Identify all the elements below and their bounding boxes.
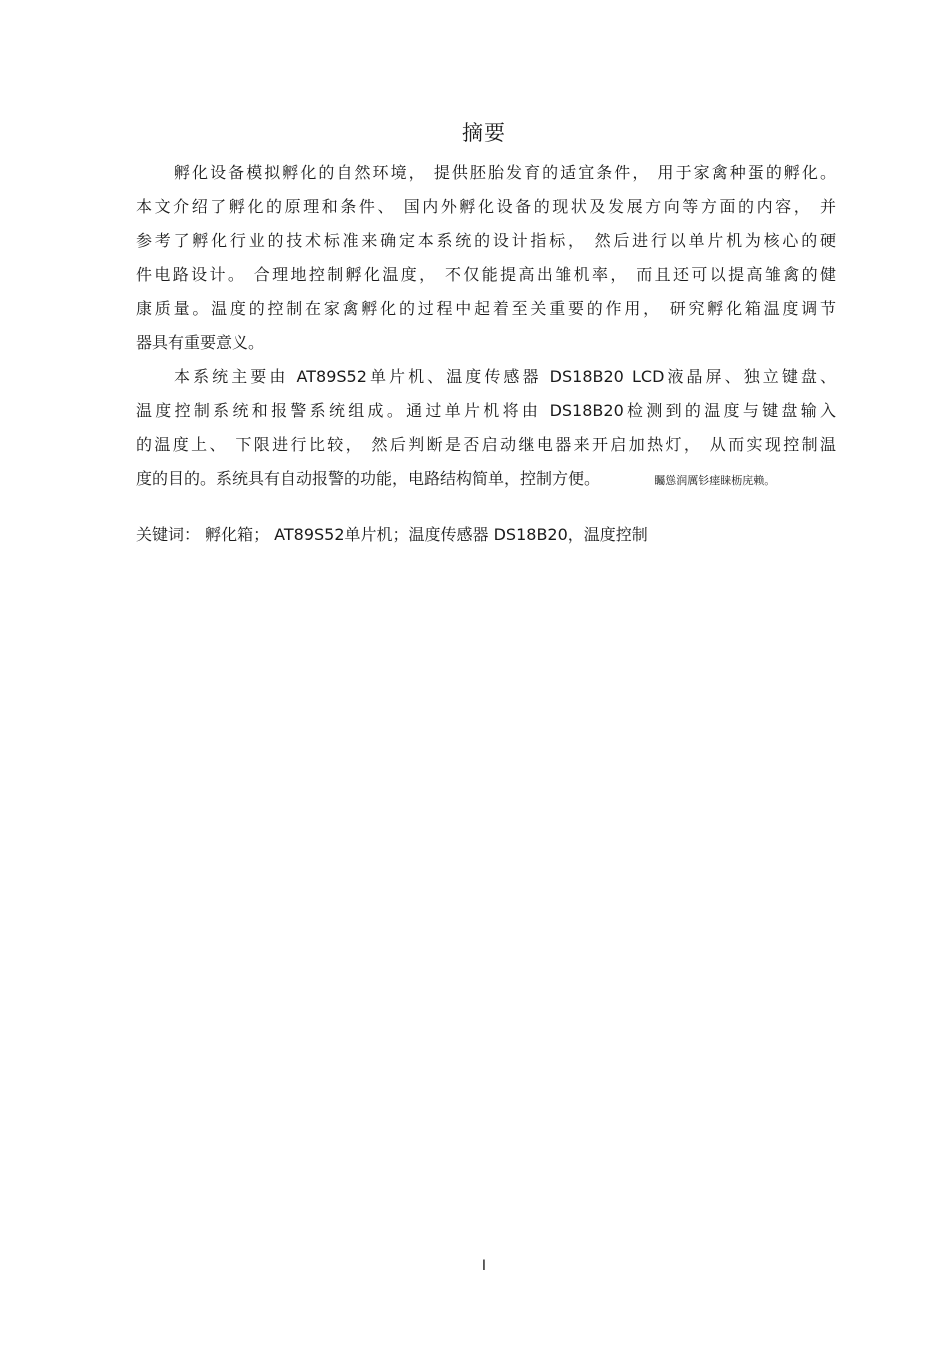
paragraph-2-line-4-main: 度的目的。系统具有自动报警的功能，电路结构简单，控制方便。 xyxy=(136,469,601,488)
keywords-line: 关键词： 孵化箱； AT89S52单片机；温度传感器 DS18B20，温度控制 xyxy=(136,525,648,544)
paragraph-1-line-4: 件电路设计。 合理地控制孵化温度， 不仅能提高出雏机率， 而且还可以提高雏禽的健 xyxy=(136,265,836,284)
paragraph-1-line-6: 器具有重要意义。 xyxy=(136,333,265,352)
paragraph-2-line-4-small: 矚慫润厲钐瘗睐枥庑赖。 xyxy=(654,474,776,487)
paragraph-1-line-5: 康质量。温度的控制在家禽孵化的过程中起着至关重要的作用， 研究孵化箱温度调节 xyxy=(136,299,836,318)
page-number: I xyxy=(481,1258,487,1274)
paragraph-2-line-4 xyxy=(136,464,836,498)
abstract-body xyxy=(136,158,836,554)
abstract-title: 摘要 xyxy=(462,121,506,145)
paragraph-2-line-2: 温度控制系统和报警系统组成。通过单片机将由 DS18B20检测到的温度与键盘输入 xyxy=(136,401,836,420)
paragraph-1-line-1: 孵化设备模拟孵化的自然环境， 提供胚胎发育的适宜条件， 用于家禽种蛋的孵化。 xyxy=(174,163,836,182)
paragraph-2-line-1: 本系统主要由 AT89S52单片机、温度传感器 DS18B20 LCD液晶屏、独立键盘、 xyxy=(174,367,836,386)
paragraph-2-line-3: 的温度上、 下限进行比较， 然后判断是否启动继电器来开启加热灯， 从而实现控制温 xyxy=(136,435,836,454)
paragraph-1-line-2: 本文介绍了孵化的原理和条件、 国内外孵化设备的现状及发展方向等方面的内容， 并 xyxy=(136,197,836,216)
paragraph-1-line-3: 参考了孵化行业的技术标准来确定本系统的设计指标， 然后进行以单片机为核心的硬 xyxy=(136,231,836,250)
